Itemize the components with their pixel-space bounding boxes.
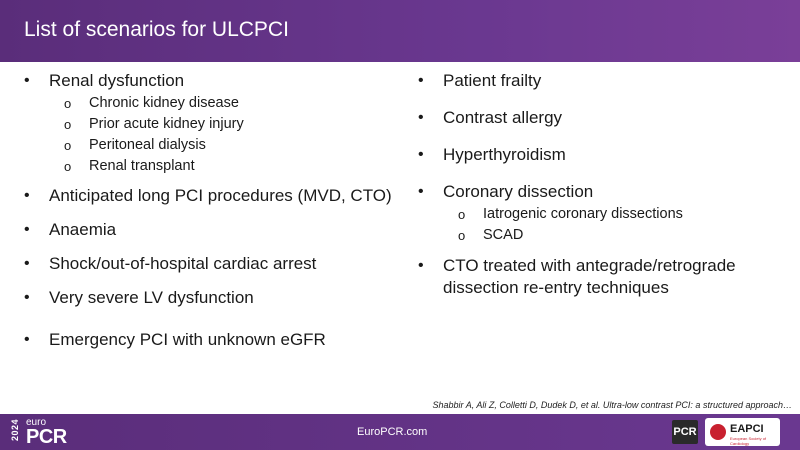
slide-title: List of scenarios for ULCPCI xyxy=(24,18,289,41)
eapci-subtext: European Society of Cardiology xyxy=(730,436,767,446)
bullet-text: Hyperthyroidism xyxy=(443,145,566,164)
sub-bullet-item: o SCAD xyxy=(443,225,788,246)
heart-icon xyxy=(710,424,726,440)
bullet-item xyxy=(418,70,788,92)
right-bullet-list xyxy=(418,70,788,299)
bullet-text: Contrast allergy xyxy=(443,108,563,127)
pcr-badge-logo: PCR xyxy=(672,420,698,444)
title-bar xyxy=(0,0,800,62)
sub-bullet-list xyxy=(49,93,394,177)
sub-bullet-list xyxy=(443,204,788,246)
logo-pcr: PCR xyxy=(26,426,67,448)
logo-year: 2024 xyxy=(10,419,20,442)
bullet-text: Renal dysfunction xyxy=(49,71,185,90)
bullet-text: Anaemia xyxy=(49,220,117,239)
footer-bar xyxy=(0,414,800,450)
bullet-text: Very severe LV dysfunction xyxy=(49,288,254,307)
eapci-logo xyxy=(705,418,780,446)
bullet-item xyxy=(24,287,394,309)
bullet-text: CTO treated with antegrade/retrograde dissection re-entry techniques xyxy=(443,256,736,297)
bullet-item xyxy=(24,70,394,177)
sub-bullet-item: o Prior acute kidney injury xyxy=(49,114,394,135)
bullet-text: Shock/out-of-hospital cardiac arrest xyxy=(49,254,317,273)
logo-euro: euro xyxy=(26,417,47,428)
reference-footnote: Shabbir A, Ali Z, Colletti D, Dudek D, et al. Ultra-low contrast PCI: a structured approach… xyxy=(432,400,792,410)
bullet-item xyxy=(418,255,788,299)
sub-bullet-item: o Renal transplant xyxy=(49,156,394,177)
europcr-logo xyxy=(10,417,82,447)
bullet-item xyxy=(24,253,394,275)
bullet-item xyxy=(24,185,394,207)
bullet-item xyxy=(418,144,788,166)
bullet-text: Anticipated long PCI procedures (MVD, CTO) xyxy=(49,186,392,205)
bullet-item xyxy=(24,329,394,351)
bullet-item xyxy=(418,181,788,246)
left-bullet-list xyxy=(24,70,394,351)
bullet-text: Patient frailty xyxy=(443,71,542,90)
bullet-text: Emergency PCI with unknown eGFR xyxy=(49,330,326,349)
left-column xyxy=(24,70,394,351)
sub-bullet-item: o Peritoneal dialysis xyxy=(49,135,394,156)
sub-bullet-item: o Iatrogenic coronary dissections xyxy=(443,204,788,225)
sub-bullet-item: o Chronic kidney disease xyxy=(49,93,394,114)
site-link[interactable]: EuroPCR.com xyxy=(357,426,428,438)
bullet-item xyxy=(418,107,788,129)
eapci-label: EAPCI xyxy=(730,423,764,435)
bullet-item xyxy=(24,219,394,241)
right-column xyxy=(418,70,788,299)
bullet-text: Coronary dissection xyxy=(443,182,594,201)
